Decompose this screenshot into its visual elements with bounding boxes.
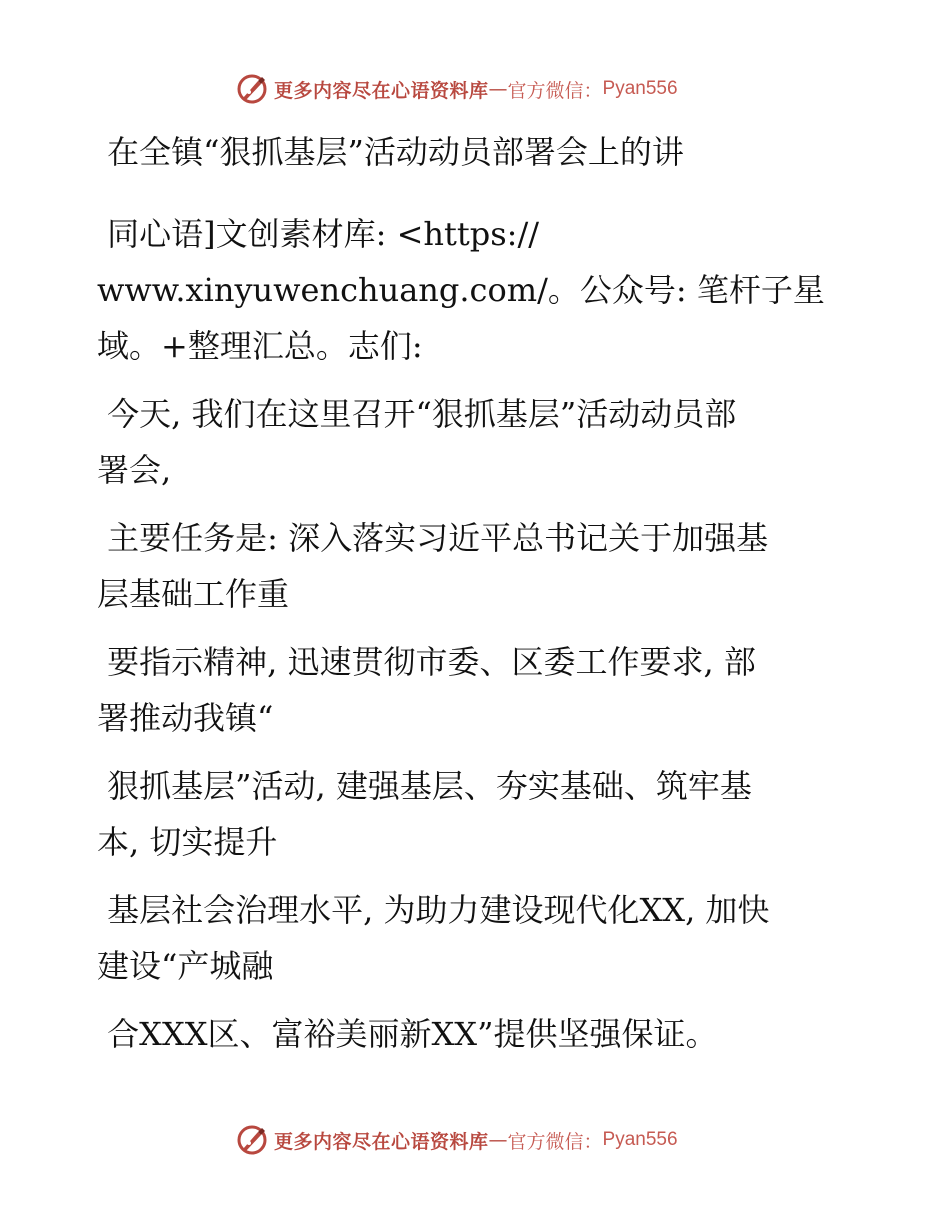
paragraph: 主要任务是: 深入落实习近平总书记关于加强基 层基础工作重: [97, 519, 769, 613]
watermark-text: 更多内容尽在心语资料库: [274, 1130, 489, 1153]
watermark-footer: [236, 1123, 756, 1157]
document-body: [97, 124, 837, 1062]
watermark-wechat-label: 官方微信：: [507, 1130, 603, 1153]
paragraph: 同心语]文创素材库: <https:// www.xinyuwenchuang.com/。公众号: 笔杆子星 域。+整理汇总。志们:: [97, 215, 825, 365]
paragraph: 狠抓基层”活动, 建强基层、夯实基础、筑牢基 本, 切实提升: [97, 767, 752, 861]
watermark-wechat-id: Pyan556: [602, 1129, 678, 1150]
watermark-wechat-label: 官方微信：: [507, 79, 603, 102]
paragraph: 基层社会治理水平, 为助力建设现代化XX, 加快 建设“产城融: [97, 891, 770, 985]
paragraph: 今天, 我们在这里召开“狠抓基层”活动动员部 署会,: [97, 395, 737, 489]
watermark-separator: —: [488, 1129, 508, 1151]
pen-circle-logo-icon: [236, 73, 268, 105]
watermark-separator: —: [488, 78, 508, 100]
paragraph: 要指示精神, 迅速贯彻市委、区委工作要求, 部 署推动我镇“: [97, 643, 756, 737]
paragraph: 合XXX区、富裕美丽新XX”提供坚强保证。: [97, 1015, 718, 1053]
document-title: 在全镇“狠抓基层”活动动员部署会上的讲: [97, 133, 684, 171]
watermark-header: [236, 72, 756, 106]
watermark-wechat-id: Pyan556: [602, 78, 678, 99]
watermark-text: 更多内容尽在心语资料库: [274, 79, 489, 102]
pen-circle-logo-icon: [236, 1124, 268, 1156]
